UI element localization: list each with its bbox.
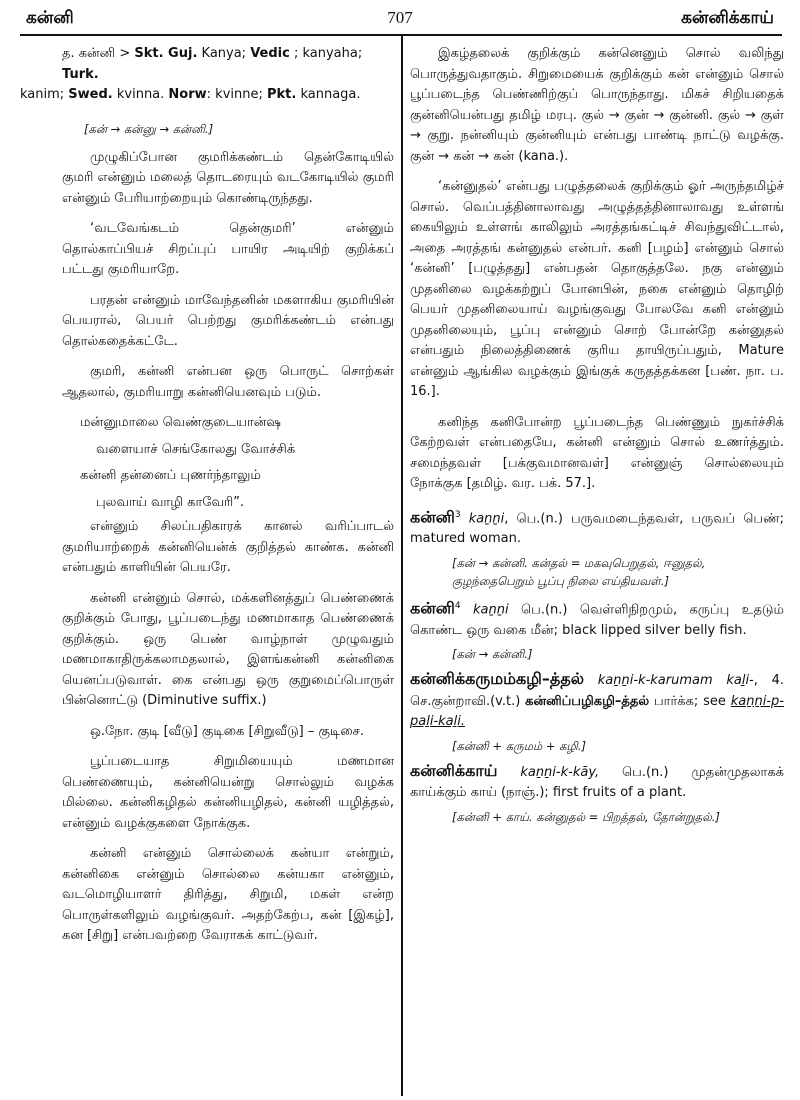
dictionary-entry (410, 761, 784, 826)
verse-quote (62, 413, 394, 513)
etymology-line: த. கன்னி > Skt. Guj. Kanya; Vedic ; kanyaha; Turk. kanim; Swed. kvinna. Norw: kvinne; Pkt. kannaga. (20, 46, 363, 102)
paragraph: கன்னி என்னும் சொல்லைக் கன்யா என்றும், கன்னிகை என்னும் சொல்லை கன்யகா என்னும், வடமொழியாளர் திரித்து, சிறுமி, மகள் என்ற பொருள்களிலும் வழங்குவர். அதற்கேற்ப, கன் [இகழ்], கன [சிறு] என்பவற்றை வேராகக் காட்டுவர். (62, 846, 394, 943)
transliteration: kaṉṉi-k-kāy, (520, 764, 600, 780)
headword: கன்னி (410, 506, 455, 526)
verse-line: புலவாய் வாழி காவேரி”. (96, 494, 245, 510)
paragraph: ‘வடவேங்கடம் தென்குமரி’ என்னும் தொல்காப்பியச் சிறப்புப் பாயிர அடியிற் குறிக்கப் பட்டது குமரியாறே. (62, 221, 394, 277)
paragraph: கன்னி என்னும் சொல், மக்களினத்துப் பெண்ணைக் குறிக்கும் போது, பூப்படைந்து மணமாகாத பெண்ணைக் குறிக்கும். ஒரு பெண் வாழ்நாள் முழுவதும் மணமாகாதிருக்கலாமதலால், இளங்கன்னி கன்னிகை யெனப்படுவாள். கை என்பது ஒரு குறுமைப்பொருள் பின்னொட்டு (Diminutive suffix.) (62, 590, 394, 708)
homograph-number: 3 (454, 509, 461, 520)
verse-line: கன்னி தன்னைப் புணர்ந்தாலும் (80, 468, 261, 483)
paragraph: குமரி, கன்னி என்பன ஒரு பொருட் சொற்கள் ஆதலால், குமரியாறு கன்னியெனவும் படும். (62, 364, 394, 400)
definition: பெ.(n.) வெள்ளிநிறமும், கருப்பு உதடும் கொண்ட ஒரு வகை மீன்; black lipped silver belly fish. (410, 602, 784, 638)
left-guide-word: கன்னி (26, 8, 74, 28)
etymology-reference: [கன் → கன்னு → கன்னி.] (84, 121, 214, 136)
cross-reference-translit: kaṉṉi-p-paḻi-kaḻi. (410, 693, 784, 730)
definition: பெ.(n.) முதன்முதலாகக் காய்க்கும் காய் (நாஞ்.); first fruits of a plant. (410, 764, 784, 801)
paragraph: என்னும் சிலப்பதிகாரக் கானல் வரிப்பாடல் குமரியாற்றைக் கன்னியென்க் குறித்தல் காண்க. கன்னி என்பதும் காளியின் பெயரே. (62, 519, 394, 575)
left-column (20, 44, 394, 947)
headword: கன்னிக்கருமம்கழி–த்தல் (410, 669, 585, 689)
verse-line: மன்னுமாலை வெண்குடையான்ஷ (80, 415, 281, 430)
entry-reference: [கன்னி + கருமம் + கழி.] (452, 738, 586, 753)
right-guide-word: கன்னிக்காய் (681, 8, 774, 28)
paragraph: ஒ.நோ. குடி [வீடு] குடிகை [சிறுவீடு] – குடிசை. (90, 723, 364, 739)
definition: , 4. செ.குன்றாவி.(v.t.) (410, 673, 784, 709)
definition: , பெ.(n.) பருவமடைந்தவள், பருவப் பெண்; matured woman. (410, 510, 784, 547)
transliteration: kaṉṉi (468, 510, 505, 526)
entry-reference: [கன் → கன்னி.] (452, 647, 533, 662)
transliteration: kaṉṉi (473, 602, 509, 618)
paragraph: பரதன் என்னும் மாவேந்தனின் மகளாகிய குமரியின் பெயரால், பெயர் பெற்றது குமரிக்கண்டம் என்பது தொல்கதைக்கட்டே. (62, 292, 394, 349)
dictionary-entry (410, 596, 784, 663)
headword: கன்னி (410, 598, 455, 618)
right-column (410, 44, 784, 832)
paragraph: பூப்படையாத சிறுமியையும் மணமான பெண்ணையும், கன்னியென்று சொல்லும் வழக்க மில்லை. கன்னிகழிதல் கன்னியழிதல், கன்னி யழித்தல், என்னும் வழக்குகளை நோக்குக. (62, 754, 394, 831)
paragraph: ‘கன்னுதல்’ என்பது பழுத்தலைக் குறிக்கும் ஓர் அருந்தமிழ்ச் சொல். வெப்பத்தினாலாவது அழுத்தத்தினாலாவது உள்ளங் கையிலும் உள்ளங் காலிலும் அரத்தங்கட்டிச் சிவந்துவிட்டால், அதை அரத்தங் கன்னுதல் என்பர். கனி [பழம்] என்னும் சொல் ‘கன்னி’ [பழுத்தது] என்பதன் தொகுத்தலே. நகு என்னும் முதனிலை வழக்கற்றுப் போனபின், நகை என்னும் தொழிற் பெயர் முதனிலையாய் வழங்குவது போலவே கனி என்னும் முதனிலையும், பூப்பு என்னும் சொற் போன்றே கன்னுதல் என்பதும் நிலைத்திணைக் குரிய தாயிருப்பதும், Mature என்னும் ஆங்கில வழக்கும் இங்குக் கருதத்தக்கன [பண். நா. ப. 16.]. (410, 179, 784, 399)
homograph-number: 4 (454, 600, 461, 611)
page-number: 707 (387, 8, 413, 27)
transliteration: kaṉṉi-k-karumam kaḻi- (597, 673, 754, 689)
column-divider (401, 36, 403, 1096)
entry-reference: [கன் → கன்னி. கன்தல் = மகவுபெறுதல், ஈனுதல், குழந்தைபெறும் பூப்பு நிலை எய்தியவள்.] (452, 555, 706, 588)
entry-reference: [கன்னி + காய். கன்னுதல் = பிறத்தல், தோன்றுதல்.] (452, 809, 720, 824)
verse-line: வளையாச் செங்கோலது வோச்சிக் (96, 441, 296, 457)
cross-reference: கன்னிப்பழிகழி–த்தல் (525, 693, 650, 709)
headword: கன்னிக்காய் (410, 760, 498, 780)
paragraph: முழுகிப்போன குமரிக்கண்டம் தென்கோடியில் குமரி என்னும் மலைத் தொடரையும் வடகோடியில் குமரி என்னும் பேரியாற்றையும் கொண்டிருந்தது. (62, 149, 394, 206)
dictionary-entry: கன்னிக்கருமம்கழி–த்தல் kaṉṉi-k-karumam kaḻi-, 4. செ.குன்றாவி.(v.t.) கன்னிப்பழிகழி–த்தல் பார்க்க; see kaṉṉi-p-paḻi-kaḻi. [கன்னி + கருமம் + கழி.] (410, 669, 784, 753)
dictionary-entry (410, 505, 784, 590)
paragraph: இகழ்தலைக் குறிக்கும் கன்னெனும் சொல் வலிந்து பொருத்துவதாகும். சிறுமையைக் குறிக்கும் கன் என்னும் சொல் பூப்படைந்த பெண்ணிற்குப் பொருந்தாது. மிகச் சிறியதைக் குன்னியென்பது தமிழ் மரபு. குல் → குன் → குன்னி. குல் → குள் → குறு. நன்னியும் குன்னியும் என்பது பாண்டி நாட்டு வழக்கு. குன் → கன் → கன் (kana.). (410, 46, 784, 164)
page-header (20, 6, 780, 34)
paragraph: கனிந்த கனிபோன்ற பூப்படைந்த பெண்ணும் நுகர்ச்சிக் கேற்றவள் என்பதையே, கன்னி என்னும் சொல் உணர்த்தும். சமைந்தவள் [பக்குவமானவள்] என்னுஞ் சொல்லையும் நோக்குக [தமிழ். வர. பக். 57.]. (410, 414, 784, 491)
